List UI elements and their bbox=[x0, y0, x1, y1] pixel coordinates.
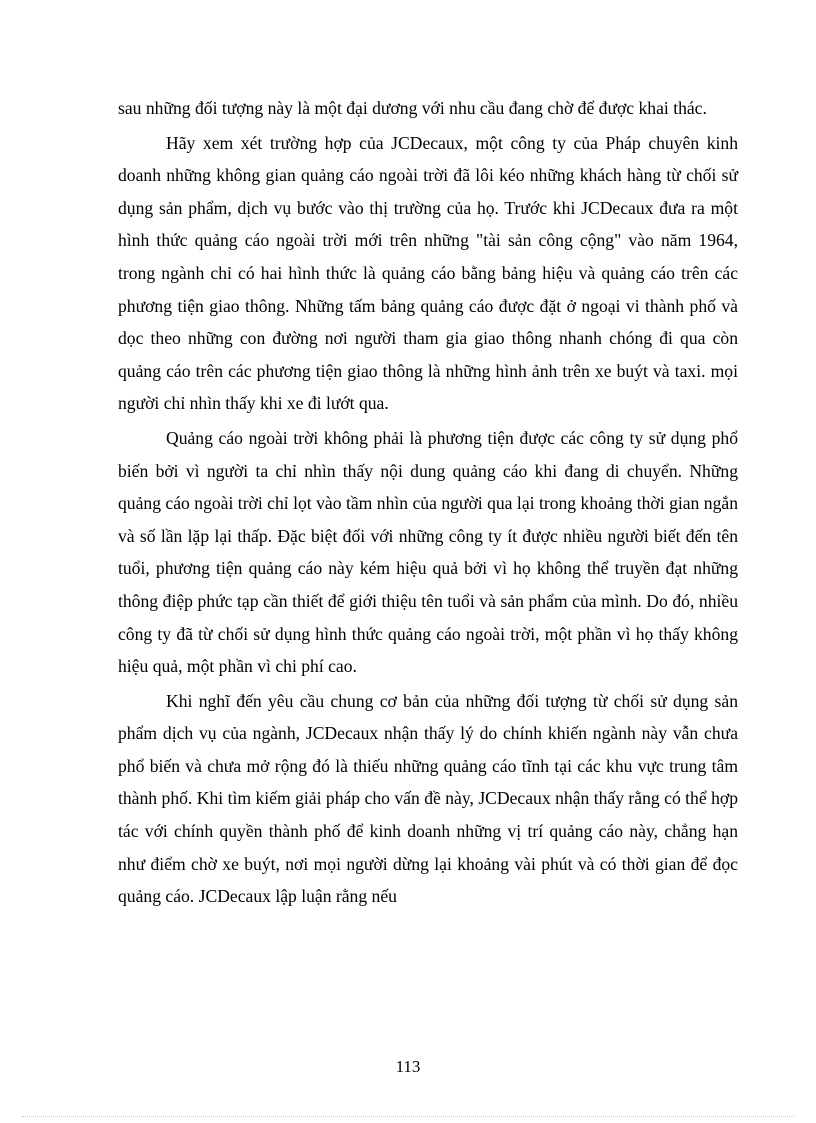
paragraph-continued: sau những đối tượng này là một đại dương với nhu cầu đang chờ để được khai thác. bbox=[118, 98, 707, 118]
page-number: 113 bbox=[395, 1057, 421, 1076]
body-text bbox=[118, 92, 738, 915]
page-bottom-divider bbox=[22, 1116, 794, 1117]
paragraph-outdoor-ads: Quảng cáo ngoài trời không phải là phương tiện được các công ty sử dụng phổ biến bởi vì người ta chỉ nhìn thấy nội dung quảng cáo khi đang di chuyển. Những quảng cáo ngoài trời chỉ lọt vào tầm nhìn của người qua lại trong khoảng thời gian ngắn và số lần lặp lại thấp. Đặc biệt đối với những công ty ít được nhiều người biết đến tên tuổi, phương tiện quảng cáo này kém hiệu quả bởi vì họ không thể truyền đạt những thông điệp phức tạp cần thiết để giới thiệu tên tuổi và sản phẩm của mình. Do đó, nhiều công ty đã từ chối sử dụng hình thức quảng cáo ngoài trời, một phần vì họ thấy không hiệu quả, một phần vì chi phí cao. bbox=[118, 427, 738, 677]
paragraph-jcdecaux-case: Hãy xem xét trường hợp của JCDecaux, một công ty của Pháp chuyên kinh doanh những không gian quảng cáo ngoài trời đã lôi kéo những khách hàng từ chối sử dụng sản phẩm, dịch vụ bước vào thị trường của họ. Trước khi JCDecaux đưa ra một hình thức quảng cáo ngoài trời mới trên những "tài sản công cộng" vào năm 1964, trong ngành chỉ có hai hình thức là quảng cáo bằng bảng hiệu và quảng cáo trên các phương tiện giao thông. Những tấm bảng quảng cáo được đặt ở ngoại vi thành phố và dọc theo những con đường nơi người tham gia giao thông nhanh chóng đi qua còn quảng cáo trên các phương tiện giao thông là những hình ảnh trên xe buýt và taxi. mọi người chỉ nhìn thấy khi xe đi lướt qua. bbox=[118, 132, 738, 414]
paragraph-requirements: Khi nghĩ đến yêu cầu chung cơ bản của những đối tượng từ chối sử dụng sản phẩm dịch vụ của ngành, JCDecaux nhận thấy lý do chính khiến ngành này vẫn chưa phổ biến và chưa mở rộng đó là thiếu những quảng cáo tĩnh tại các khu vực trung tâm thành phố. Khi tìm kiếm giải pháp cho vấn đề này, JCDecaux nhận thấy rằng có thể hợp tác với chính quyền thành phố để kinh doanh những vị trí quảng cáo này, chẳng hạn như điểm chờ xe buýt, nơi mọi người dừng lại khoảng vài phút và có thời gian để đọc quảng cáo. JCDecaux lập luận rằng nếu bbox=[118, 690, 738, 907]
